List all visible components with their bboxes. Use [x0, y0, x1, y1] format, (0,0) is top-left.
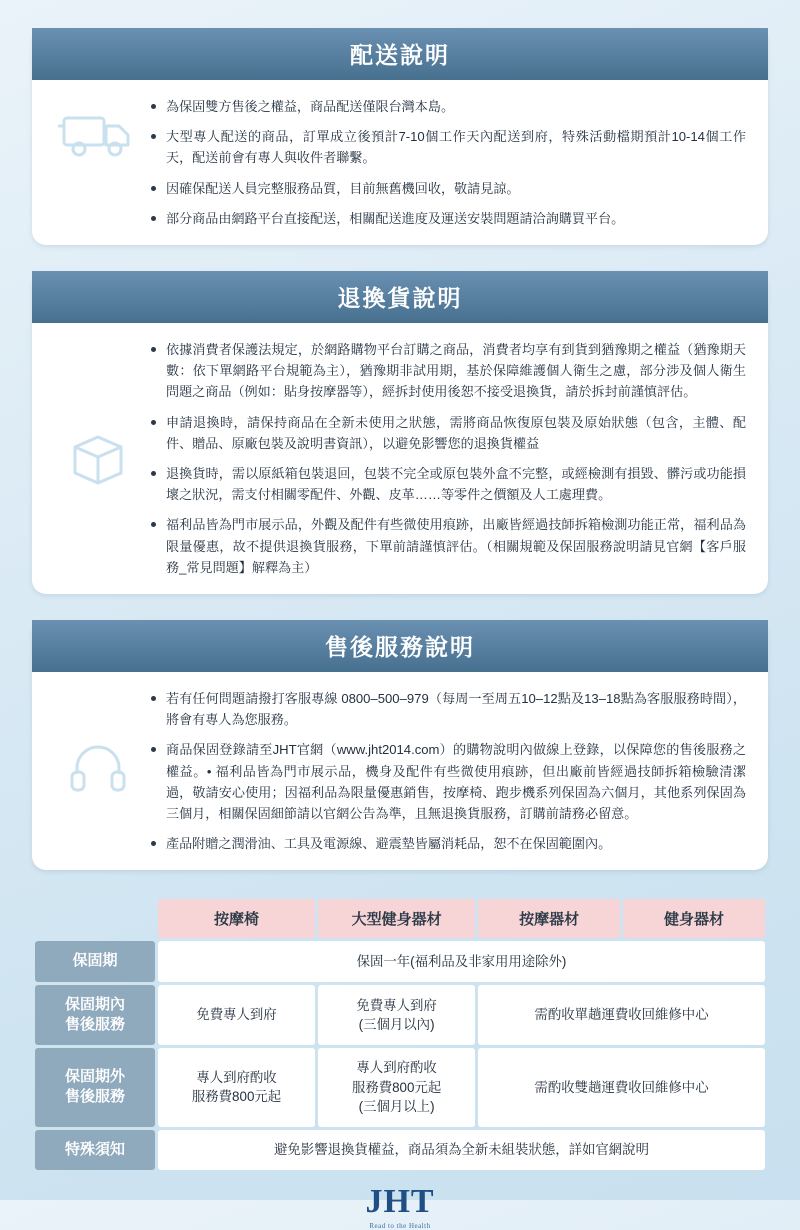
table-cell: 免費專人到府 (三個月以內): [318, 985, 475, 1046]
column-header: 按摩椅: [158, 899, 315, 938]
list-item: 若有任何問題請撥打客服專線 0800–500–979（每周一至周五10–12點及13–18點為客服服務時間），將會有專人為您服務。: [150, 688, 746, 730]
table-header-row: [35, 899, 765, 938]
row-header: 保固期內 售後服務: [35, 985, 155, 1046]
table-cell: 需酌收單趟運費收回維修中心: [478, 985, 765, 1046]
logo-text: JHT: [365, 1182, 435, 1220]
table-cell: 專人到府酌收 服務費800元起 (三個月以上): [318, 1048, 475, 1126]
row-header: 特殊須知: [35, 1130, 155, 1170]
list-item: 產品附贈之潤滑油、工具及電源線、避震墊皆屬消耗品，恕不在保固範圍內。: [150, 833, 746, 854]
row-header: 保固期: [35, 941, 155, 981]
section-after-sales: [32, 620, 768, 870]
list-item: 申請退換時，請保持商品在全新未使用之狀態，需將商品恢復原包裝及原始狀態（包含，主體、配件、贈品、原廠包裝及說明書資訊），以避免影響您的退換貨權益: [150, 412, 746, 454]
list-item: 退換貨時，需以原紙箱包裝退回，包裝不完全或原包裝外盒不完整，或經檢測有損毀、髒污或功能損壞之狀況，需支付相關零配件、外觀、皮革……等零件之價額及人工處理費。: [150, 463, 746, 505]
section-title-return-exchange: 退換貨說明: [32, 271, 768, 323]
table-row: [35, 1048, 765, 1126]
table-cell: 免費專人到府: [158, 985, 315, 1046]
delivery-truck-icon: [46, 94, 150, 229]
list-item: 因確保配送人員完整服務品質，目前無舊機回收，敬請見諒。: [150, 178, 746, 199]
return-bullet-list: [150, 337, 746, 578]
table-cell: 保固一年(福利品及非家用用途除外): [158, 941, 765, 981]
list-item: 為保固雙方售後之權益，商品配送僅限台灣本島。: [150, 96, 746, 117]
warranty-table: [32, 896, 768, 1172]
after-sales-bullet-list: [150, 686, 746, 854]
column-header: 按摩器材: [478, 899, 620, 938]
section-title-after-sales: 售後服務說明: [32, 620, 768, 672]
brand-logo: [32, 1182, 768, 1230]
package-box-icon: [46, 337, 150, 578]
list-item: 福利品皆為門市展示品，外觀及配件有些微使用痕跡，出廠皆經過技師拆箱檢測功能正常，福利品為限量優惠，故不提供退換貨服務，下單前請謹慎評估。（相關規範及保固服務說明請見官網【客戶服務_常見問題】解釋為主）: [150, 514, 746, 578]
delivery-bullet-list: [150, 94, 746, 229]
column-header: 健身器材: [623, 899, 765, 938]
section-title-delivery: 配送說明: [32, 28, 768, 80]
table-row: [35, 985, 765, 1046]
row-header: 保固期外 售後服務: [35, 1048, 155, 1126]
section-return-exchange: [32, 271, 768, 594]
headset-icon: [46, 686, 150, 854]
table-cell: 避免影響退換貨權益，商品須為全新未組裝狀態，詳如官網說明: [158, 1130, 765, 1170]
table-corner: [35, 899, 155, 938]
column-header: 大型健身器材: [318, 899, 475, 938]
table-row: [35, 1130, 765, 1170]
list-item: 依據消費者保護法規定，於網路購物平台訂購之商品，消費者均享有到貨到猶豫期之權益（猶豫期天數：依下單網路平台規範為主），猶豫期非試用期，基於保障維護個人衛生之慮，部分涉及個人衛生問題之商品（例如：貼身按摩器等），經拆封使用後恕不接受退換貨，請於拆封前謹慎評估。: [150, 339, 746, 403]
table-row: [35, 941, 765, 981]
list-item: 商品保固登錄請至JHT官網（www.jht2014.com）的購物說明內做線上登錄，以保障您的售後服務之權益。• 福利品皆為門市展示品，機身及配件有些微使用痕跡，但出廠前皆經過技師拆箱檢驗清潔過，敬請安心使用；因福利品為限量優惠銷售，按摩椅、跑步機系列保固為六個月，其他系列保固為三個月，相關保固細節請以官網公告為準，且無退換貨服務，訂購前請務必留意。: [150, 739, 746, 824]
table-cell: 需酌收雙趟運費收回維修中心: [478, 1048, 765, 1126]
section-delivery: [32, 28, 768, 245]
table-cell: 專人到府酌收 服務費800元起: [158, 1048, 315, 1126]
logo-tagline: Read to the Health: [369, 1221, 431, 1230]
list-item: 部分商品由網路平台直接配送，相關配送進度及運送安裝問題請洽詢購買平台。: [150, 208, 746, 229]
list-item: 大型專人配送的商品，訂單成立後預計7-10個工作天內配送到府，特殊活動檔期預計10-14個工作天，配送前會有專人與收件者聯繫。: [150, 126, 746, 168]
